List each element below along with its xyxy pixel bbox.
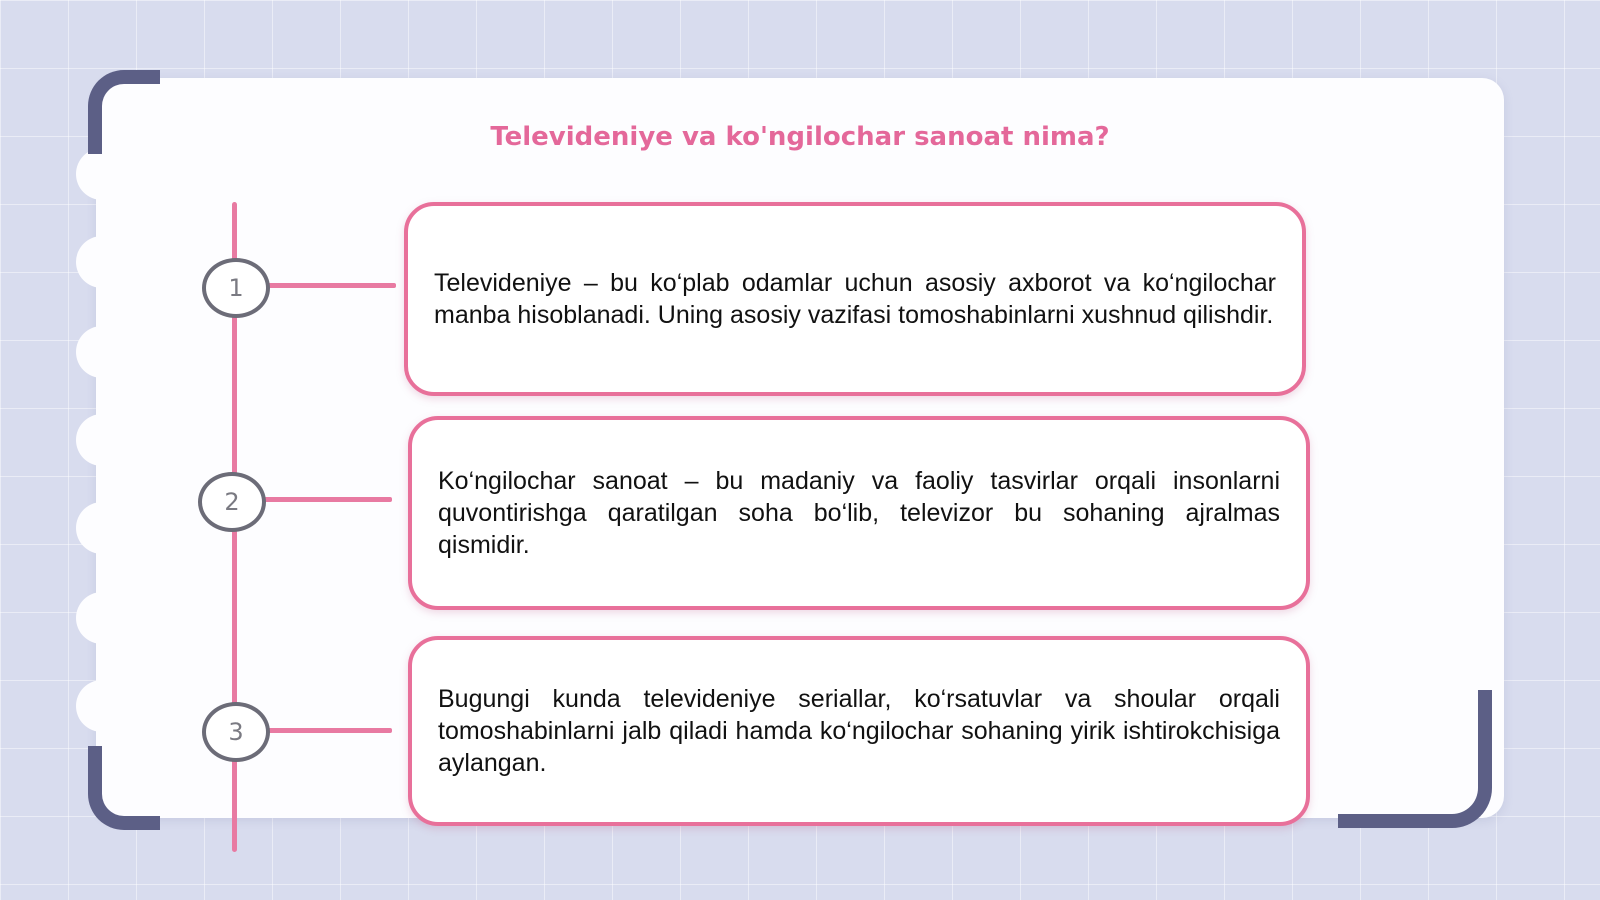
step-number-3: 3 xyxy=(202,702,270,762)
card-scallop xyxy=(76,148,128,200)
info-text-3: Bugungi kunda televideniye seriallar, ko‘rsatuvlar va shoular orqali tomoshabinlarni jalb qiladi hamda ko‘ngilochar sohaning yirik ishtirokchisiga aylangan. xyxy=(438,685,1280,777)
info-box-2 xyxy=(408,416,1310,610)
card-scallop xyxy=(76,592,128,644)
info-box-3 xyxy=(408,636,1310,826)
step-number-2: 2 xyxy=(198,472,266,532)
info-box-1 xyxy=(404,202,1306,396)
card-scallop xyxy=(76,502,128,554)
frame-corner-bottom-right xyxy=(1338,690,1492,828)
timeline-connector-2 xyxy=(262,497,392,502)
card-scallop xyxy=(76,680,128,732)
info-text-1: Televideniye – bu ko‘plab odamlar uchun asosiy axborot va ko‘ngilochar manba hisoblanadi. Uning asosiy vazifasi tomoshabinlarni xushnud qilishdir. xyxy=(434,269,1276,329)
card-scallop xyxy=(76,326,128,378)
frame-corner-bottom-left xyxy=(88,746,160,830)
info-text-2: Ko‘ngilochar sanoat – bu madaniy va faoliy tasvirlar orqali insonlarni quvontirishga qaratilgan soha bo‘lib, televizor bu sohaning ajralmas qismidir. xyxy=(438,467,1280,559)
card-scallop xyxy=(76,236,128,288)
card-scallop xyxy=(76,414,128,466)
timeline-connector-3 xyxy=(264,728,392,733)
timeline-connector-1 xyxy=(264,283,396,288)
slide-title: Televideniye va ko'ngilochar sanoat nima? xyxy=(490,122,1110,152)
step-number-1: 1 xyxy=(202,258,270,318)
